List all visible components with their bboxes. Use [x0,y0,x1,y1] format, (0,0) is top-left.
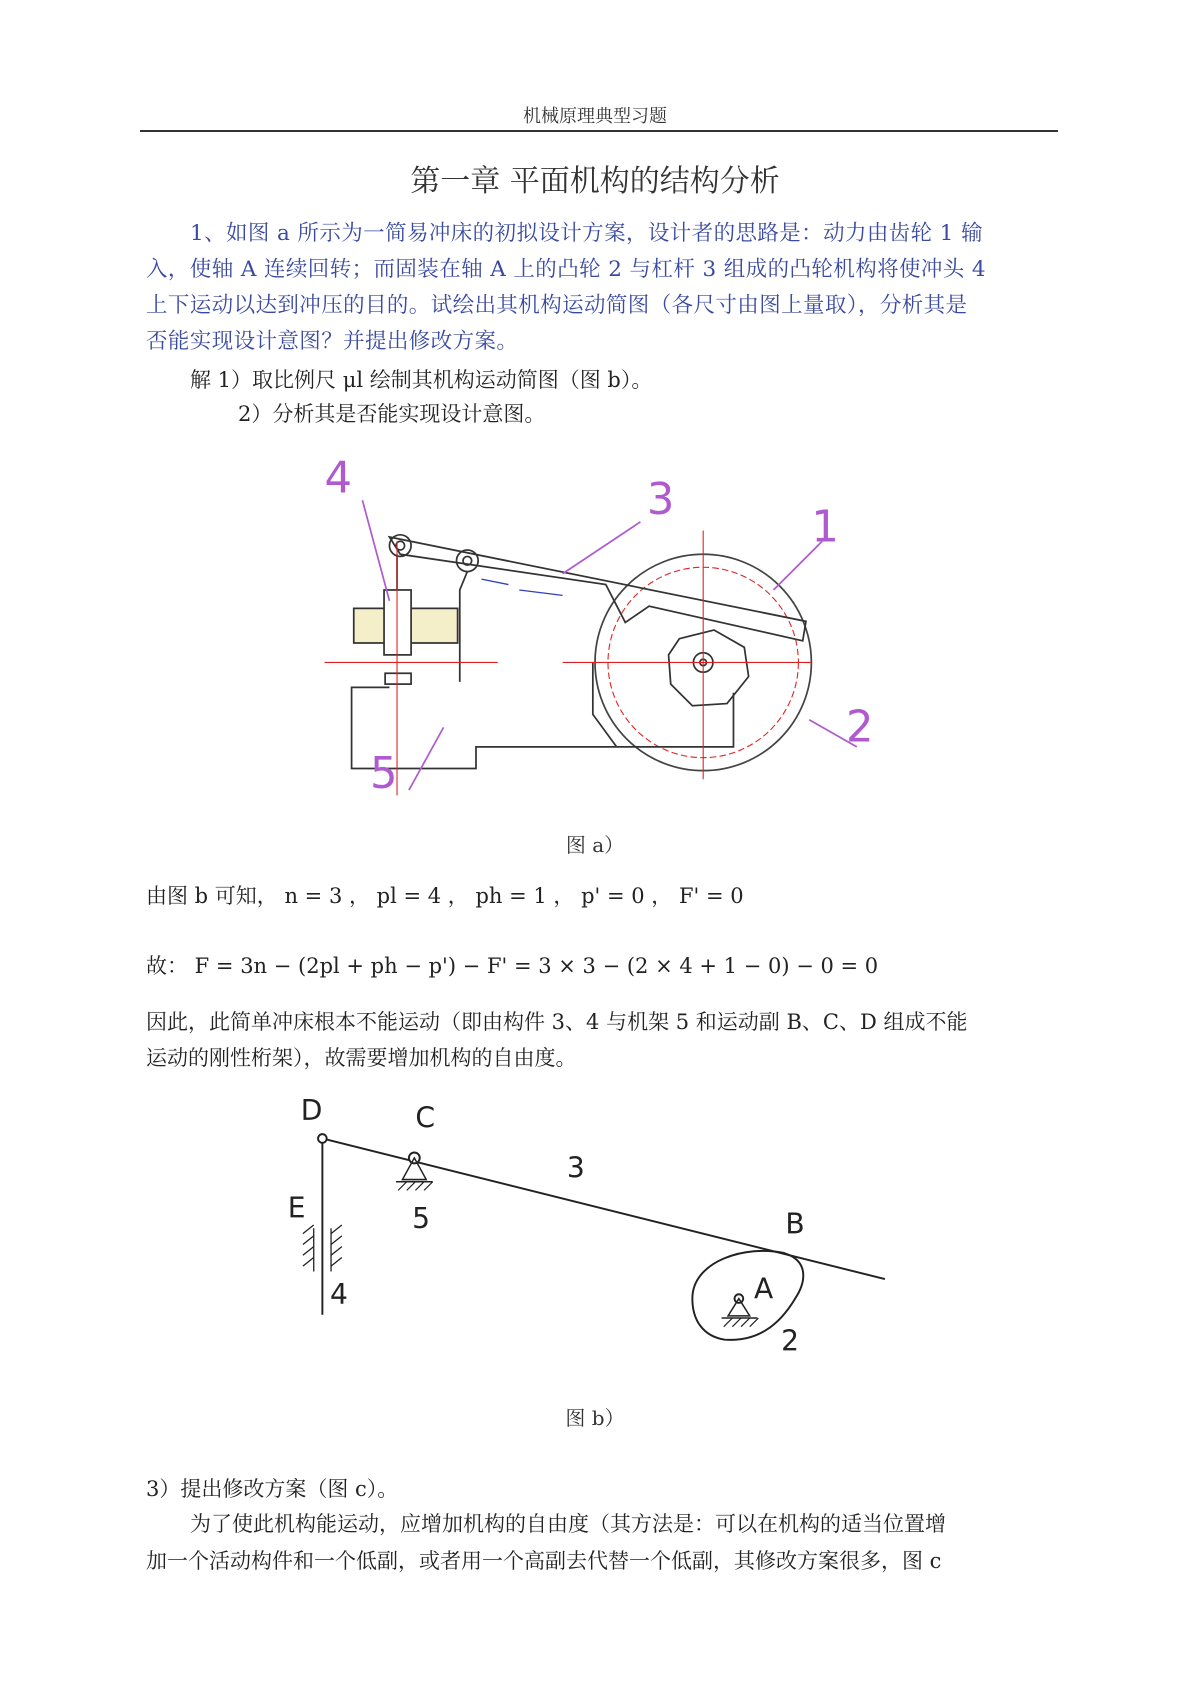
label-5: 5 [412,1202,431,1236]
figure-a-punch-press [325,500,857,795]
question-line: 否能实现设计意图？并提出修改方案。 [146,329,519,354]
running-header: 机械原理典型习题 [523,106,667,127]
label-B: B [785,1207,805,1241]
solution-step-3: 3）提出修改方案（图 c）。 [146,1477,399,1501]
label-E: E [287,1191,306,1225]
question-line: 1、如图 a 所示为一简易冲床的初拟设计方案，设计者的思路是：动力由齿轮 1 输 [190,221,984,246]
question-line: 入，使轴 A 连续回转；而固装在轴 A 上的凸轮 2 与杠杆 3 组成的凸轮机构将使冲头 4 [146,257,987,282]
label-5: 5 [369,748,398,799]
label-A: A [754,1272,774,1306]
conclusion-line: 运动的刚性桁架），故需要增加机构的自由度。 [146,1046,577,1070]
cam-2 [669,630,749,706]
label-4: 4 [329,1277,348,1311]
label-3: 3 [566,1151,585,1185]
question-line: 上下运动以达到冲压的目的。试绘出其机构运动简图（各尺寸由图上量取），分析其是 [146,293,968,318]
label-D: D [300,1094,323,1128]
label-1: 1 [811,502,839,553]
known-values: 由图 b 可知， n = 3 ， pl = 4 ， ph = 1 ， p' = 0 ， F' = 0 [146,884,744,908]
solution-step-2: 2）分析其是否能实现设计意图。 [238,402,546,426]
chapter-title: 第一章 平面机构的结构分析 [410,164,780,199]
label-3: 3 [646,475,675,526]
label-2: 2 [845,702,874,753]
dof-formula: 故： F = 3n − (2pl + ph − p') − F' = 3 × 3 − (2 × 4 + 1 − 0) − 0 = 0 [146,954,879,978]
solution-step-1: 解 1）取比例尺 μl 绘制其机构运动简图（图 b）。 [190,368,653,392]
label-4: 4 [324,453,353,504]
label-C: C [415,1101,436,1135]
step3-line: 加一个活动构件和一个低副，或者用一个高副去代替一个低副，其修改方案很多，图 c [146,1549,942,1573]
figure-b-caption: 图 b） [565,1406,625,1430]
step3-line: 为了使此机构能运动，应增加机构的自由度（其方法是：可以在机构的适当位置增 [190,1512,946,1536]
conclusion-line: 因此，此简单冲床根本不能运动（即由构件 3、4 与机架 5 和运动副 B、C、D 组成不能 [146,1010,968,1034]
label-2: 2 [781,1324,799,1358]
figure-a-caption: 图 a） [565,833,625,857]
